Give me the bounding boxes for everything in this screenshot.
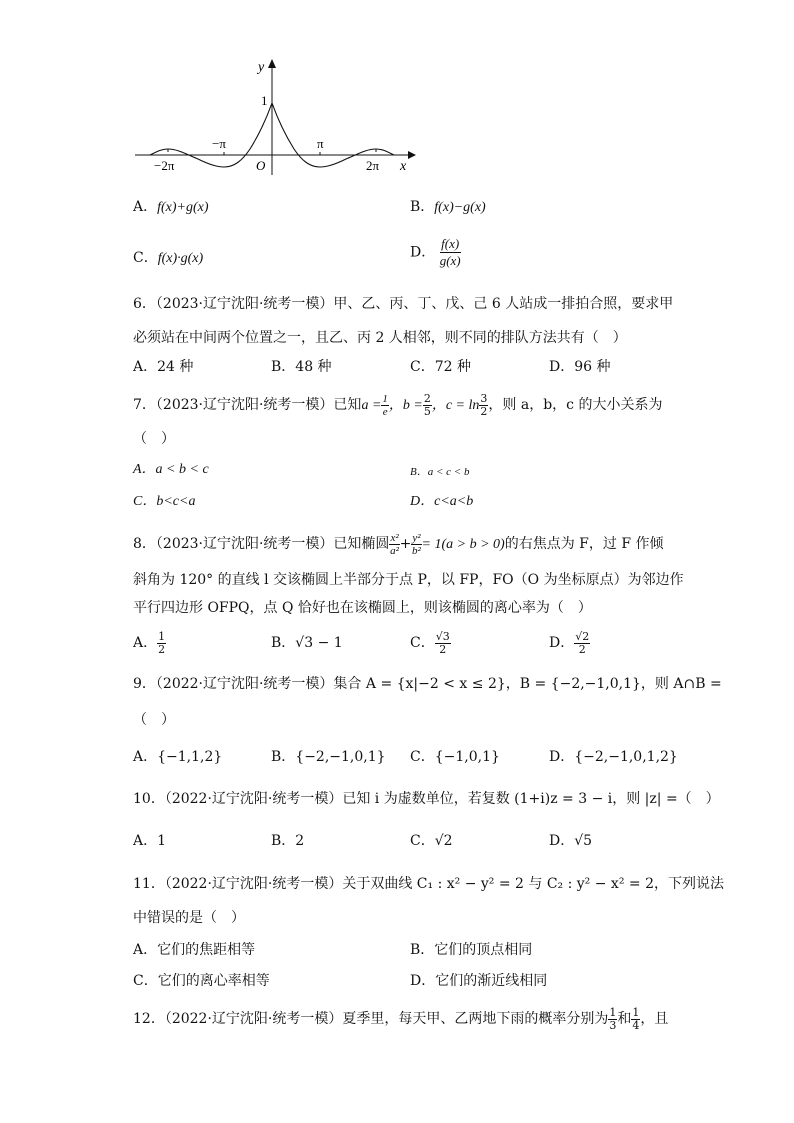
q8-a-den: 2 bbox=[158, 642, 166, 656]
q6-option-d[interactable]: D．96 种 bbox=[549, 359, 611, 375]
q5-option-a-letter: A． bbox=[133, 199, 158, 215]
q7-b-num: 2 bbox=[423, 391, 431, 405]
q7-suffix: ，则 a，b，c 的大小关系为 bbox=[488, 397, 663, 413]
q10-option-d[interactable]: D．√5 bbox=[549, 833, 593, 849]
q8-option-c[interactable] bbox=[410, 628, 451, 658]
x-axis-arrow-icon bbox=[408, 151, 416, 159]
q7-option-a[interactable]: A．a < b < c bbox=[133, 462, 209, 477]
two-pi-label: 2π bbox=[366, 158, 380, 173]
q5-option-d-letter: D． bbox=[410, 244, 436, 261]
q7-b-den: 5 bbox=[423, 404, 431, 418]
q10-option-b[interactable]: B．2 bbox=[271, 833, 305, 849]
q8-b2: b² bbox=[412, 544, 421, 557]
q5-option-c-letter: C． bbox=[133, 250, 158, 266]
q8-y2: y² bbox=[412, 531, 421, 544]
q5-option-a[interactable] bbox=[133, 197, 209, 218]
q9-option-a[interactable]: A．{−1,1,2} bbox=[133, 749, 223, 765]
q8-d-num: √2 bbox=[575, 629, 590, 643]
q8-x2: x² bbox=[390, 531, 399, 544]
q7-prefix: 7．（2023·辽宁沈阳·统考一模）已知 bbox=[133, 397, 362, 413]
q12-line1 bbox=[133, 1005, 668, 1033]
q9-option-c[interactable]: C．{−1,0,1} bbox=[410, 749, 500, 765]
q8-c-den: 2 bbox=[439, 642, 447, 656]
q11-option-d[interactable]: D．它们的渐近线相同 bbox=[410, 973, 548, 989]
q6-option-c[interactable]: C．72 种 bbox=[410, 359, 471, 375]
q7-b-frac bbox=[423, 393, 432, 418]
q12-prefix: 12．（2022·辽宁沈阳·统考一模）夏季里，每天甲、乙两地下雨的概率分别为 bbox=[133, 1011, 609, 1027]
q12-p1-frac bbox=[608, 1007, 617, 1032]
q8-option-a-letter: A． bbox=[133, 635, 158, 651]
q11-option-c[interactable]: C．它们的离心率相等 bbox=[133, 973, 270, 989]
q8-option-d-letter: D． bbox=[549, 635, 575, 651]
q12-p2-den: 4 bbox=[632, 1018, 640, 1032]
q8-c-frac bbox=[435, 631, 451, 656]
q5-option-b[interactable] bbox=[410, 197, 486, 218]
q12-p1-den: 3 bbox=[609, 1018, 617, 1032]
q12-p1-num: 1 bbox=[609, 1005, 617, 1019]
q8-x-frac bbox=[389, 532, 399, 557]
q5-option-d-fraction bbox=[440, 236, 461, 269]
q7-a-den: e bbox=[382, 405, 388, 418]
q8-plus: + bbox=[399, 536, 412, 552]
q12-p2-frac bbox=[631, 1007, 640, 1032]
q8-d-den: 2 bbox=[578, 642, 586, 656]
origin-label: O bbox=[256, 158, 266, 173]
q6-line1: 6．（2023·辽宁沈阳·统考一模）甲、乙、丙、丁、戊、己 6 人站成一排拍合照，要求甲 bbox=[133, 296, 674, 312]
q8-option-b[interactable]: B．√3 − 1 bbox=[271, 635, 343, 651]
q9-option-d[interactable]: D．{−2,−1,0,1,2} bbox=[549, 749, 678, 765]
q8-y-frac bbox=[411, 532, 421, 557]
y-label: y bbox=[258, 60, 265, 75]
q9-paren: （ ） bbox=[133, 712, 175, 728]
q8-option-a[interactable] bbox=[133, 628, 166, 658]
q7-a-eq: a = bbox=[361, 398, 382, 413]
q6-option-b[interactable]: B．48 种 bbox=[271, 359, 332, 375]
q11-option-a[interactable]: A．它们的焦距相等 bbox=[133, 942, 256, 958]
q7-line1 bbox=[133, 392, 662, 419]
q5-option-d[interactable] bbox=[410, 236, 461, 269]
q10-option-a[interactable]: A．1 bbox=[133, 833, 167, 849]
q5-option-a-text: f(x)+g(x) bbox=[157, 200, 209, 215]
q9-option-b[interactable]: B．{−2,−1,0,1} bbox=[271, 749, 386, 765]
q8-a-num: 1 bbox=[158, 629, 166, 643]
q11-option-b[interactable]: B．它们的顶点相同 bbox=[410, 942, 533, 958]
q7-a-frac bbox=[381, 393, 389, 418]
q10-option-c[interactable]: C．√2 bbox=[410, 833, 453, 849]
q8-line3: 平行四边形 OFPQ，点 Q 恰好也在该椭圆上，则该椭圆的离心率为（ ） bbox=[133, 600, 592, 616]
x-label: x bbox=[400, 159, 407, 174]
neg-2pi-label: −2π bbox=[154, 158, 175, 173]
q8-line2: 斜角为 120° 的直线 l 交该椭圆上半部分于点 P，以 FP，FO（O 为坐标原点）为邻边作 bbox=[133, 572, 684, 588]
y-axis-arrow-icon bbox=[268, 59, 276, 68]
q8-a2: a² bbox=[390, 544, 399, 557]
function-graph bbox=[130, 55, 420, 180]
q11-line1: 11．（2022·辽宁沈阳·统考一模）关于双曲线 C₁ : x² − y² = 2 与 C₂ : y² − x² = 2，下列说法 bbox=[133, 876, 724, 892]
q6-option-a[interactable]: A．24 种 bbox=[133, 359, 194, 375]
neg-pi-label: −π bbox=[212, 136, 226, 151]
q5-option-c[interactable] bbox=[133, 248, 203, 269]
q5-option-c-text: f(x)·g(x) bbox=[157, 251, 204, 266]
q8-c-num: √3 bbox=[435, 629, 450, 643]
q7-c-num: 3 bbox=[480, 391, 488, 405]
q9-line1: 9．（2022·辽宁沈阳·统考一模）集合 A = {x|−2 < x ≤ 2}，B = {−2,−1,0,1}，则 A∩B = bbox=[133, 676, 722, 692]
q8-suffix: 的右焦点为 F，过 F 作倾 bbox=[504, 536, 664, 552]
q8-a-frac bbox=[157, 631, 166, 656]
q5-option-b-letter: B． bbox=[410, 199, 435, 215]
q8-option-c-letter: C． bbox=[410, 635, 435, 651]
q7-option-b[interactable]: B．a < c < b bbox=[410, 466, 470, 478]
q12-and: 和 bbox=[617, 1011, 632, 1027]
q5-d-denominator: g(x) bbox=[439, 253, 461, 268]
q7-c-den: 2 bbox=[480, 404, 488, 418]
q5-d-numerator: f(x) bbox=[441, 236, 460, 251]
pi-label: π bbox=[317, 136, 324, 151]
q6-line2: 必须站在中间两个位置之一，且乙、丙 2 人相邻，则不同的排队方法共有（ ） bbox=[133, 330, 627, 346]
q8-cond: = 1(a > b > 0) bbox=[421, 537, 505, 552]
q7-option-d[interactable]: D．c<a<b bbox=[410, 494, 474, 509]
q7-b-eq: ，b = bbox=[388, 398, 423, 413]
q7-option-c[interactable]: C．b<c<a bbox=[133, 494, 196, 509]
q12-suffix: ，且 bbox=[640, 1011, 669, 1027]
q7-a-num: 1 bbox=[382, 392, 388, 405]
q7-c-eq: ，c = ln bbox=[431, 398, 480, 413]
q8-d-frac bbox=[574, 631, 590, 656]
q5-option-b-text: f(x)−g(x) bbox=[434, 200, 486, 215]
q8-line1 bbox=[133, 530, 664, 559]
q11-line2: 中错误的是（ ） bbox=[133, 910, 245, 926]
q8-option-d[interactable] bbox=[549, 628, 590, 658]
q7-paren: （ ） bbox=[133, 431, 175, 447]
one-label: 1 bbox=[261, 93, 268, 108]
q10-line1: 10．（2022·辽宁沈阳·统考一模）已知 i 为虚数单位，若复数 (1+i)z = 3 − i，则 |z| =（ ） bbox=[133, 791, 720, 807]
q8-prefix: 8．（2023·辽宁沈阳·统考一模）已知椭圆 bbox=[133, 536, 390, 552]
q12-p2-num: 1 bbox=[632, 1005, 640, 1019]
